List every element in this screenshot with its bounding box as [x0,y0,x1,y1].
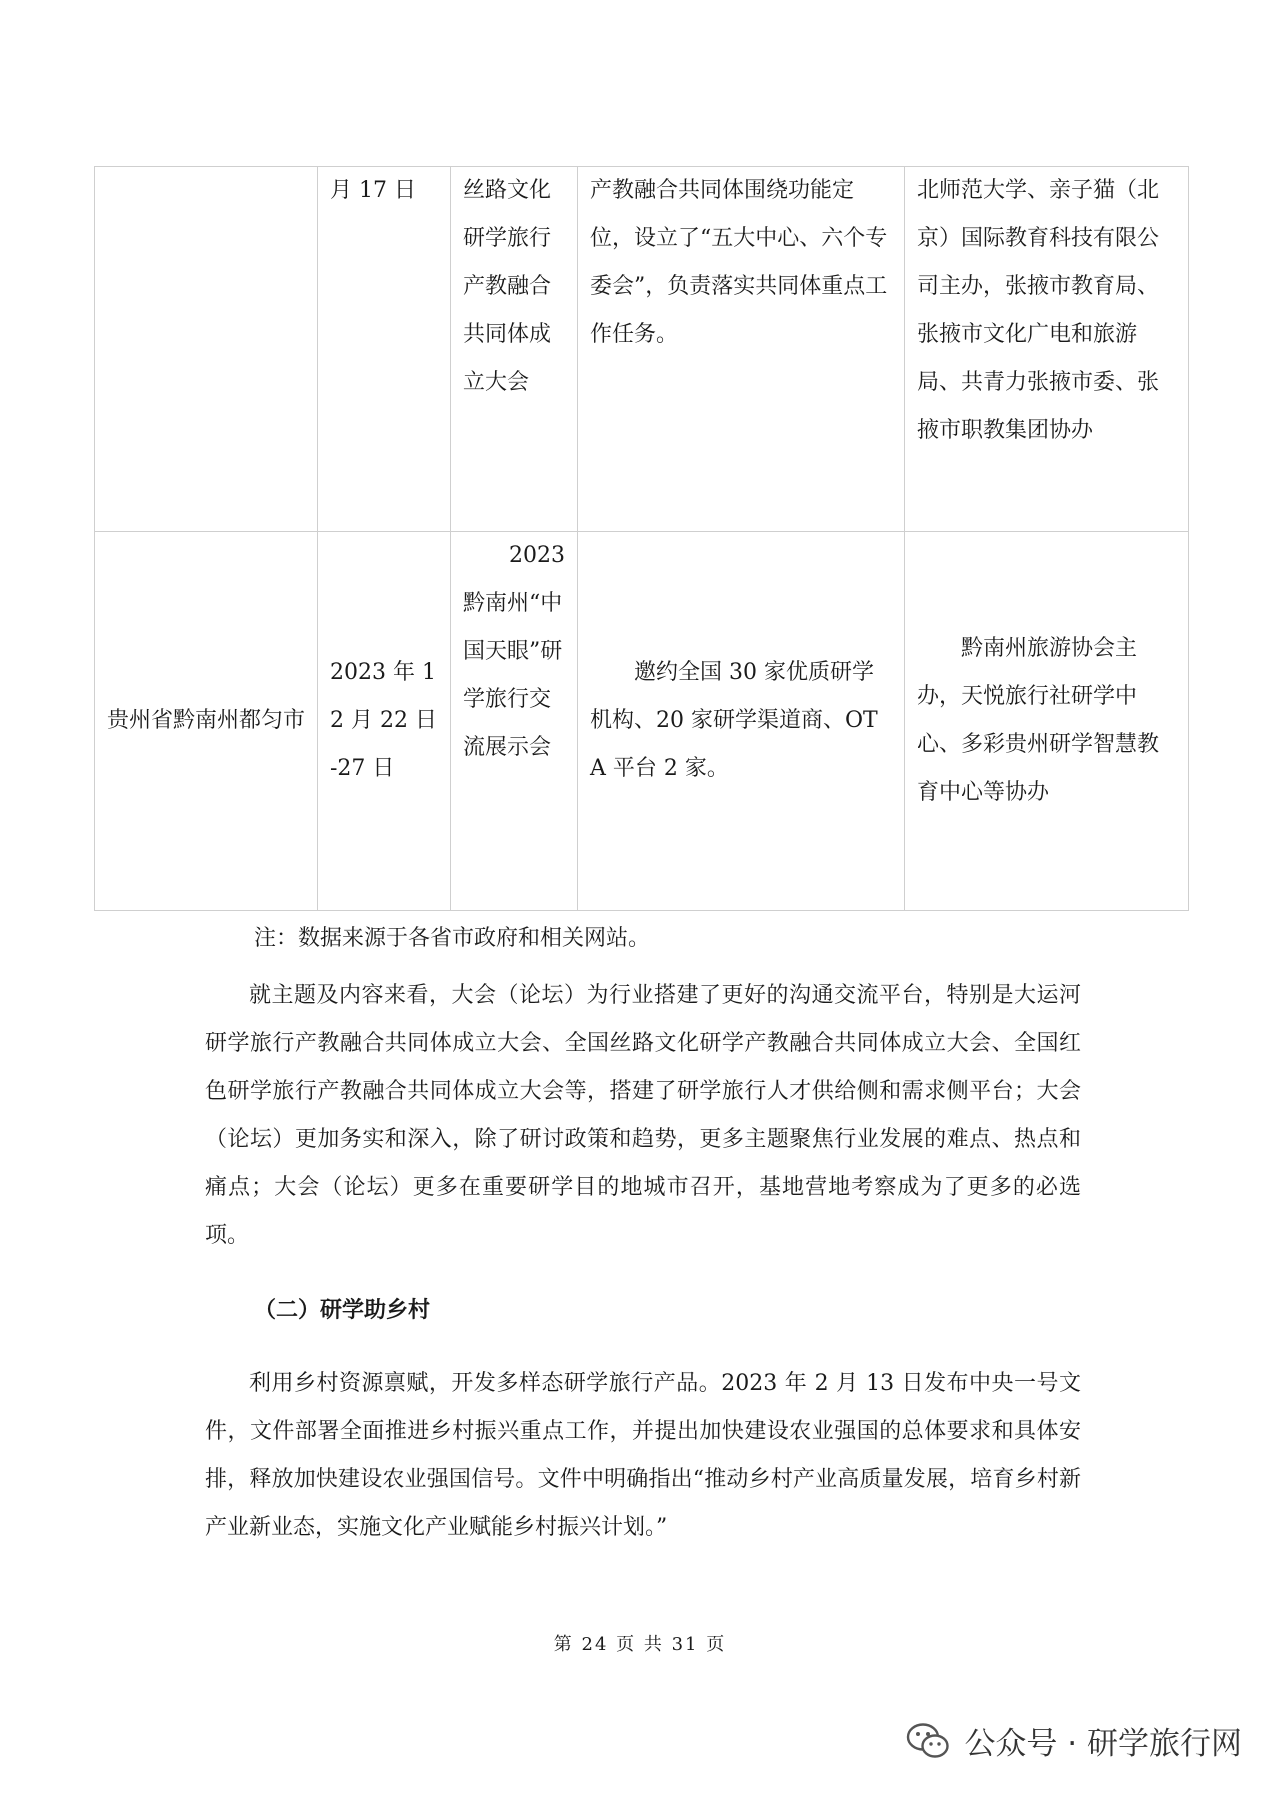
region-cell: 贵州省黔南州都匀市 [95,532,318,911]
date-cell: 月 17 日 [318,167,451,532]
section-heading: （二）研学助乡村 [254,1298,431,1323]
content-cell: 产教融合共同体围绕功能定位，设立了“五大中心、六个专委会”，负责落实共同体重点工作任务。 [578,167,905,532]
wechat-icon [906,1722,950,1760]
region-cell [95,167,318,532]
table-note: 注：数据来源于各省市政府和相关网站。 [254,926,651,951]
table-row [95,532,1189,911]
event-year: 2023 [509,543,565,568]
watermark [906,1718,1242,1763]
event-cell [451,532,578,911]
table-row [95,167,1189,532]
paragraph: 就主题及内容来看，大会（论坛）为行业搭建了更好的沟通交流平台，特别是大运河研学旅行产教融合共同体成立大会、全国丝路文化研学产教融合共同体成立大会、全国红色研学旅行产教融合共同体成立大会等，搭建了研学旅行人才供给侧和需求侧平台；大会（论坛）更加务实和深入，除了研讨政策和趋势，更多主题聚焦行业发展的难点、热点和痛点；大会（论坛）更多在重要研学目的地城市召开，基地营地考察成为了更多的必选项。 [205,983,1081,1248]
organizers-cell: 黔南州旅游协会主办，天悦旅行社研学中心、多彩贵州研学智慧教育中心等协办 [905,532,1189,911]
organizers-cell: 北师范大学、亲子猫（北京）国际教育科技有限公司主办，张掖市教育局、张掖市文化广电和旅游局、共青力张掖市委、张掖市职教集团协办 [905,167,1189,532]
content-cell: 邀约全国 30 家优质研学机构、20 家研学渠道商、OTA 平台 2 家。 [578,532,905,911]
event-cell: 丝路文化研学旅行产教融合共同体成立大会 [451,167,578,532]
events-table [94,166,1189,911]
watermark-text: 公众号 · 研学旅行网 [964,1726,1242,1762]
page-number: 第 24 页 共 31 页 [553,1634,727,1655]
date-cell: 2023 年 12 月 22 日 -27 日 [318,532,451,911]
event-title: 黔南州“中国天眼”研学旅行交流展示会 [463,591,563,760]
paragraph: 利用乡村资源禀赋，开发多样态研学旅行产品。2023 年 2 月 13 日发布中央一号文件，文件部署全面推进乡村振兴重点工作，并提出加快建设农业强国的总体要求和具体安排，释放加快建设农业强国信号。文件中明确指出“推动乡村产业高质量发展，培育乡村新产业新业态，实施文化产业赋能乡村振兴计划。” [205,1371,1081,1540]
